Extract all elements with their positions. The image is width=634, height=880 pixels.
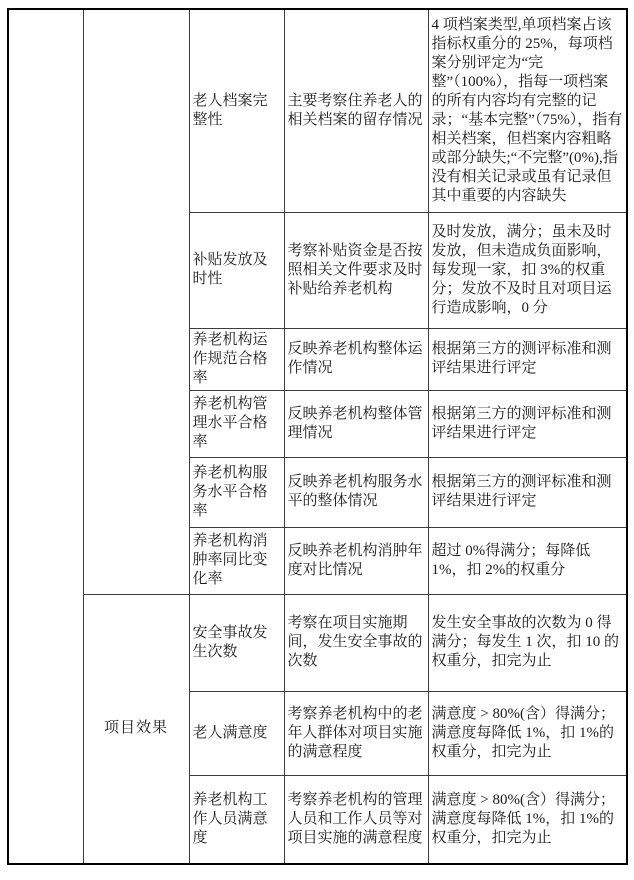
criteria-cell: 4 项档案类型,单项档案占该指标权重分的 25%，每项档案分别评定为“完整”（100%），指每一项档案的所有内容均有完整的记录；“基本完整”（75%），指有相关档案，但档案内容粗略或部分缺失;“不完整”(0%),指没有相关记录或虽有记录但其中重要的内容缺失 (428, 9, 627, 212)
left-margin-cell (8, 9, 83, 864)
group-cell-project-effect: 项目效果 (83, 594, 189, 864)
evaluation-criteria-table (7, 8, 628, 865)
description-cell: 考察养老机构中的老年人群体对项目实施的满意程度 (284, 691, 428, 775)
indicator-cell: 养老机构运作规范合格率 (189, 328, 284, 390)
description-cell: 反映养老机构消肿年度对比情况 (284, 527, 428, 594)
table-row (8, 594, 627, 691)
indicator-cell: 养老机构消肿率同比变化率 (189, 527, 284, 594)
indicator-cell: 老人满意度 (189, 691, 284, 775)
criteria-cell: 满意度 > 80%(含）得满分；满意度每降低 1%，扣 1%的权重分，扣完为止 (428, 691, 627, 775)
criteria-cell: 根据第三方的测评标准和测评结果进行评定 (428, 390, 627, 457)
indicator-cell: 安全事故发生次数 (189, 594, 284, 691)
indicator-cell: 养老机构工作人员满意度 (189, 775, 284, 864)
indicator-cell: 养老机构管理水平合格率 (189, 390, 284, 457)
group-cell-upper (83, 9, 189, 594)
indicator-cell: 养老机构服务水平合格率 (189, 457, 284, 527)
criteria-cell: 发生安全事故的次数为 0 得满分；每发生 1 次，扣 10 的权重分，扣完为止 (428, 594, 627, 691)
description-cell: 考察养老机构的管理人员和工作人员等对项目实施的满意程度 (284, 775, 428, 864)
description-cell: 反映养老机构整体运作情况 (284, 328, 428, 390)
description-cell: 主要考察住养老人的相关档案的留存情况 (284, 9, 428, 212)
criteria-cell: 满意度 > 80%(含）得满分；满意度每降低 1%，扣 1%的权重分，扣完为止 (428, 775, 627, 864)
criteria-cell: 根据第三方的测评标准和测评结果进行评定 (428, 457, 627, 527)
criteria-cell: 及时发放，满分；虽未及时发放，但未造成负面影响，每发现一家，扣 3%的权重分；发放不及时且对项目运行造成影响，0 分 (428, 212, 627, 328)
criteria-cell: 根据第三方的测评标准和测评结果进行评定 (428, 328, 627, 390)
indicator-cell: 补贴发放及时性 (189, 212, 284, 328)
description-cell: 反映养老机构整体管理情况 (284, 390, 428, 457)
description-cell: 考察补贴资金是否按照相关文件要求及时补贴给养老机构 (284, 212, 428, 328)
criteria-cell: 超过 0%得满分；每降低 1%，扣 2%的权重分 (428, 527, 627, 594)
table-row (8, 9, 627, 212)
description-cell: 考察在项目实施期间，发生安全事故的次数 (284, 594, 428, 691)
indicator-cell: 老人档案完整性 (189, 9, 284, 212)
description-cell: 反映养老机构服务水平的整体情况 (284, 457, 428, 527)
